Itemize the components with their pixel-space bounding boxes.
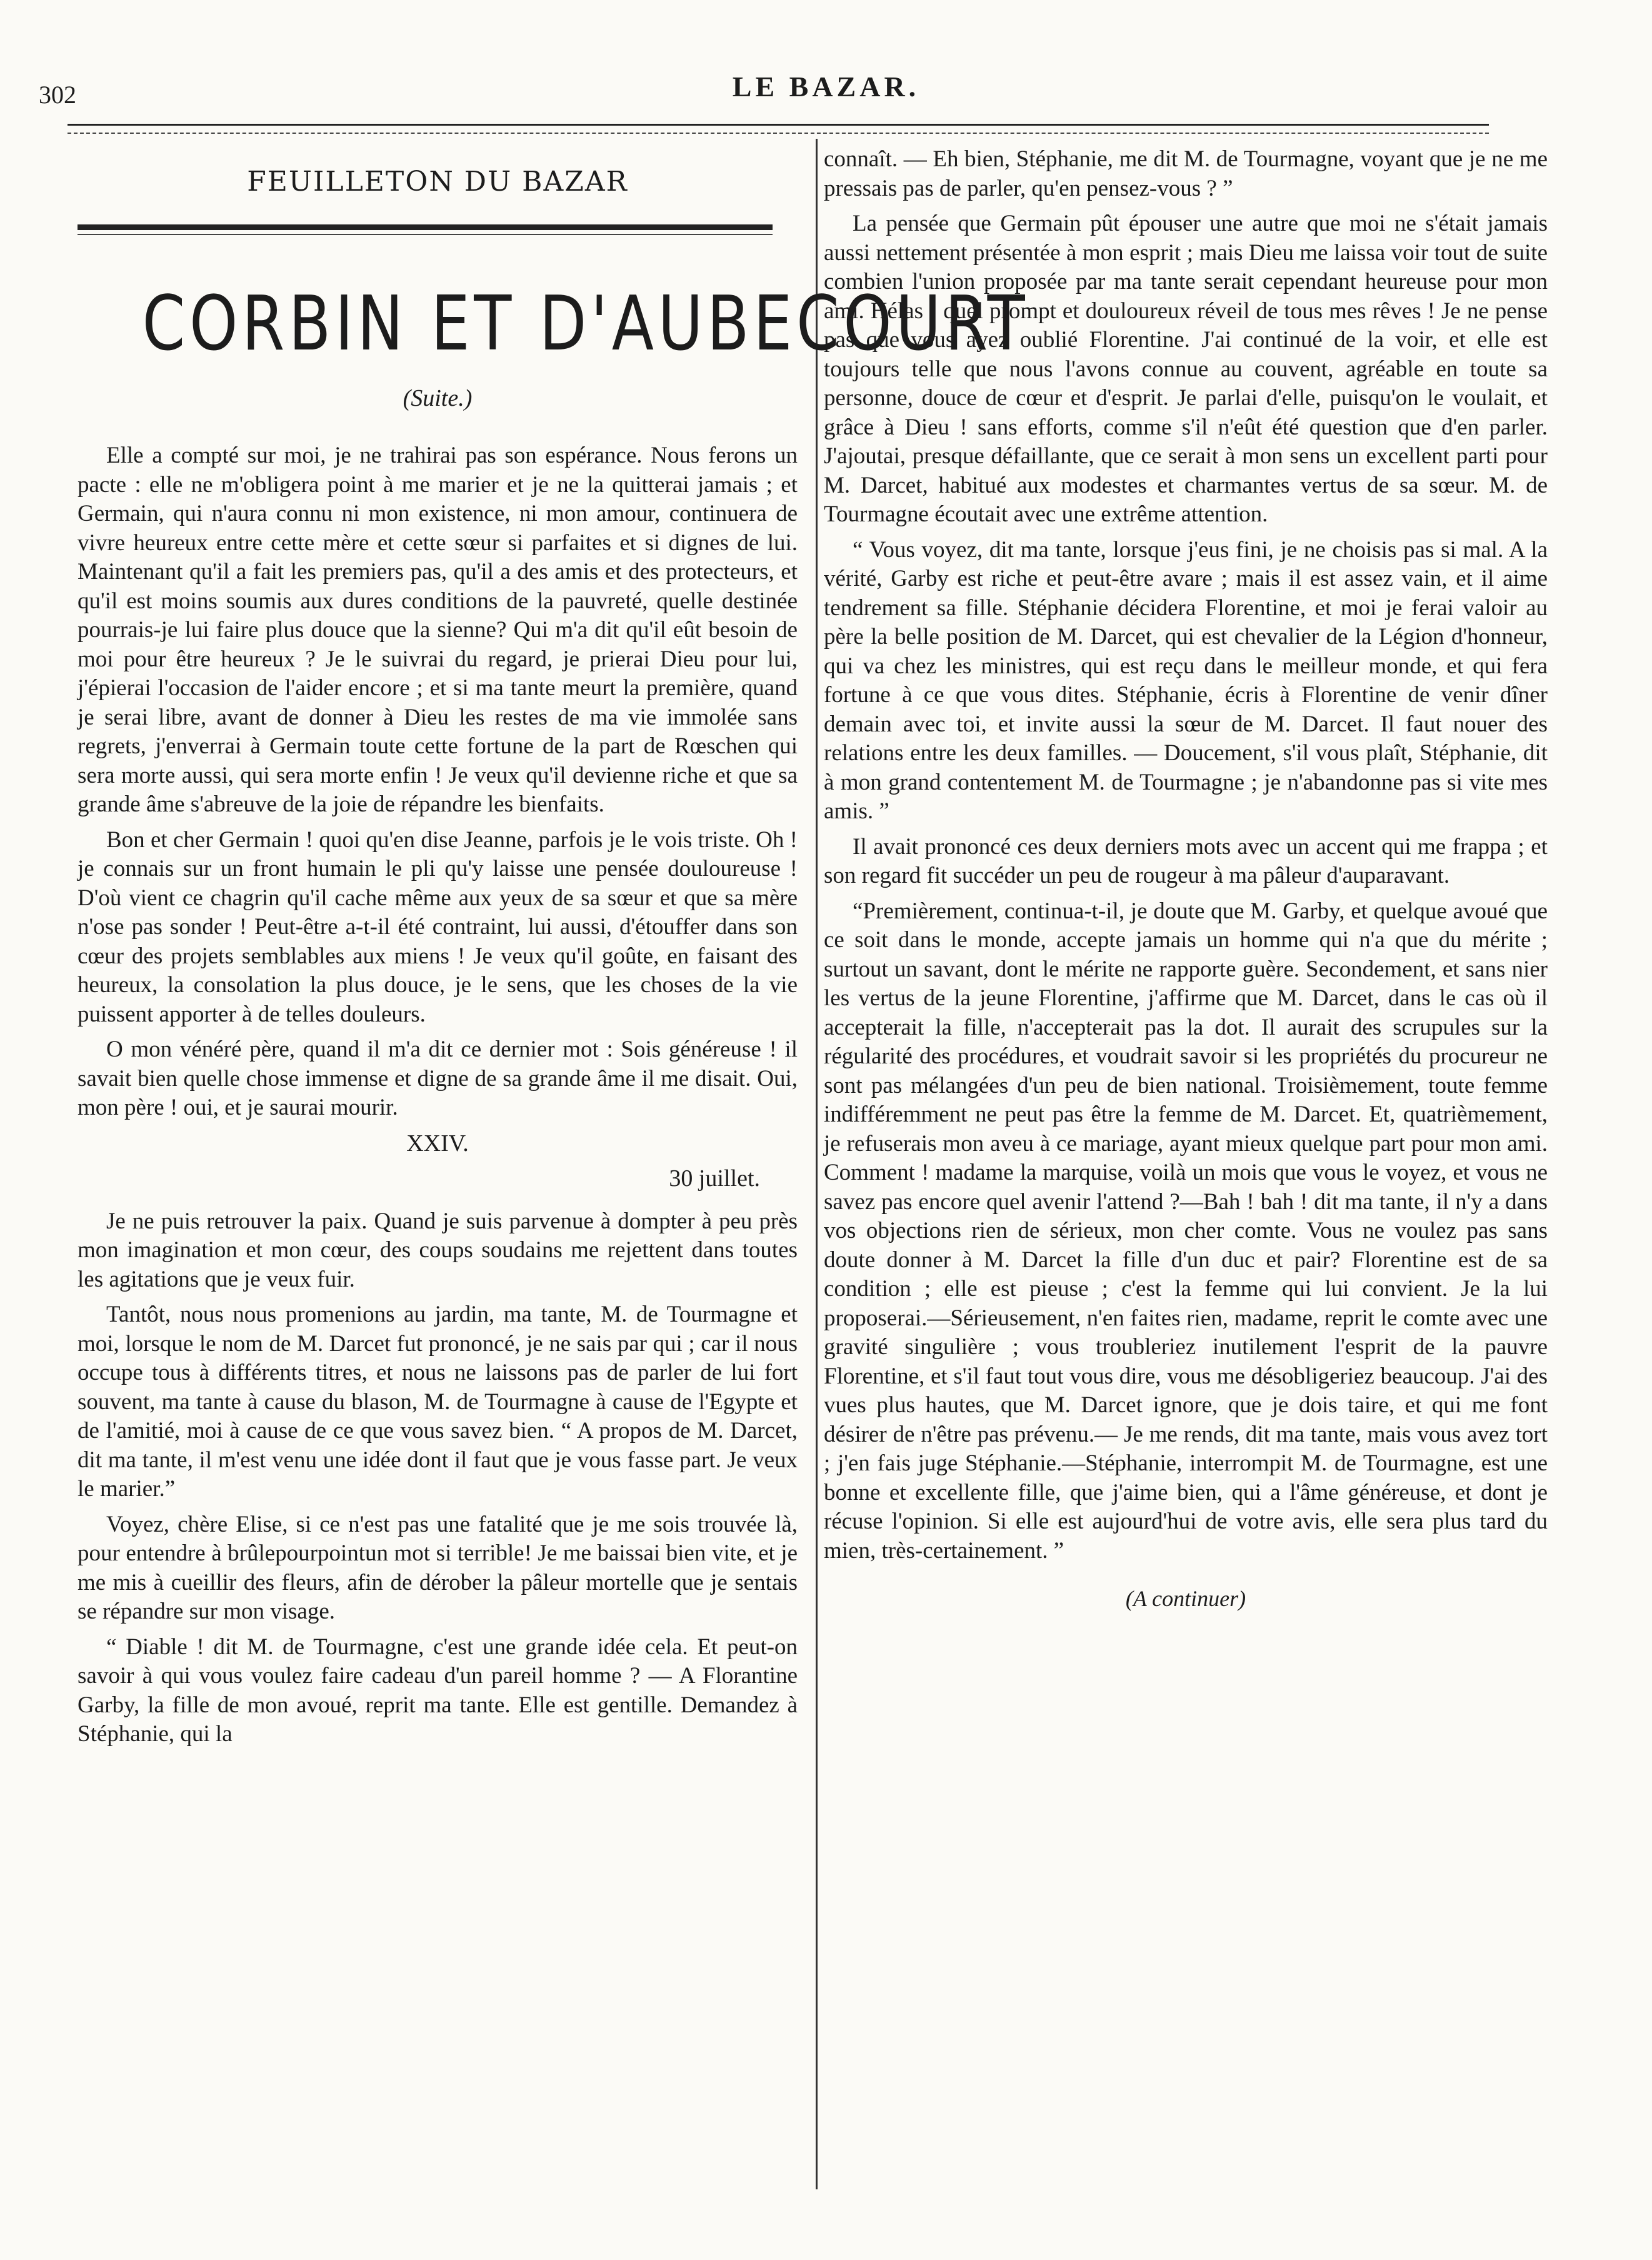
to-be-continued: (A continuer): [1125, 1586, 1246, 1611]
paragraph: Je ne puis retrouver la paix. Quand je suis parvenue à dompter à peu près mon imagination et mon cœur, des coups soudains me rejettent dans toutes les agitations que je veux fuir.: [78, 1208, 798, 1292]
paragraph: Bon et cher Germain ! quoi qu'en dise Jeanne, parfois je le vois triste. Oh ! je connais sur un front humain le pli qu'y laisse une pensée douloureuse ! D'où vient ce chagrin qu'il cache même aux yeux de sa sœur et que sa mère n'ose pas sonder ! Peut-être a-t-il été contraint, lui aussi, d'étouffer dans son cœur des projets semblables aux miens ! Je veux qu'il goûte, en faisant des heureux, la consolation la plus douce, je le sens, que les choses de la vie puissent apporter à de telles douleurs.: [78, 826, 798, 1027]
header-rule: [68, 124, 1489, 126]
paragraph: Il avait prononcé ces deux derniers mots avec un accent qui me frappa ; et son regard fit succéder un peu de rougeur à ma pâleur d'auparavant.: [824, 833, 1548, 888]
paragraph: connaît. — Eh bien, Stéphanie, me dit M. de Tourmagne, voyant que je ne me pressais pas de parler, qu'en pensez-vous ? ”: [824, 146, 1548, 201]
paragraph: “ Vous voyez, dit ma tante, lorsque j'eus fini, je ne choisis pas si mal. A la vérité, Garby est riche et peut-être avare ; mais il est assez vain, et il aime tendrement sa fille. Stéphanie décidera Florentine, et moi je ferai valoir au père la belle position de M. Darcet, qui est chevalier de la Légion d'honneur, qui va chez les ministres, qui est reçu dans le meilleur monde, et qui fera fortune à ce que vous dites. Stéphanie, écris à Florentine de venir dîner demain avec toi, et invite aussi la sœur de M. Darcet. Il faut nouer des relations entre les deux familles. — Doucement, s'il vous plaît, Stéphanie, dit à mon grand contentement M. de Tourmagne ; je n'abandonne pas si vite mes amis. ”: [824, 536, 1548, 824]
right-column: [824, 145, 1548, 1620]
heading-rule: [78, 224, 773, 230]
paragraph: Tantôt, nous nous promenions au jardin, ma tante, M. de Tourmagne et moi, lorsque le nom de M. Darcet fut prononcé, je ne sais par qui ; car il nous occupe tous à différents titres, et nous ne laissons pas de parler de lui fort souvent, ma tante à cause du blason, M. de Tourmagne à cause de l'Egypte et de l'amitié, moi à cause de ce que vous savez bien. “ A propos de M. Darcet, dit ma tante, il m'est venu une idée dont il faut que je vous fasse part. Je veux le marier.”: [78, 1302, 798, 1502]
page-number: 302: [39, 81, 76, 109]
paragraph: “Premièrement, continua-t-il, je doute que M. Garby, et quelque avoué que ce soit dans le monde, accepte jamais un homme qui n'a que du mérite ; surtout un savant, dont le mérite ne rapporte guère. Secondement, et sans nier les vertus de la jeune Florentine, j'affirme que M. Darcet, dans le cas où il accepterait la fille, n'accepterait pas la dot. Il aurait des scrupules sur la régularité des procédures, et voudrait savoir si les propriétés du procureur ne sont pas mélangées d'un peu de bien national. Troisièmement, toute femme indifféremment ne peut pas être la femme de M. Darcet. Et, quatrièmement, je refuserais mon aveu à ce mariage, ayant mieux quelque part pour mon ami. Comment ! madame la marquise, voilà un mois que vous le voyez, et vous ne savez pas encore quel avenir l'attend ?—Bah ! bah ! dit ma tante, il n'y a dans vos objections rien de sérieux, mon cher comte. Vous ne voulez pas sans doute donner à M. Darcet la fille d'un duc et pair? Florentine est de sa condition ; elle est pieuse ; c'est la femme qui lui convient. Je la lui proposerai.—Sérieusement, n'en faites rien, madame, reprit le comte avec une gravité singulière ; vous troubleriez inutilement l'esprit de la pauvre Florentine, et s'il faut tout vous dire, vous me désobligeriez beaucoup. J'ai des vues plus hautes, que M. Darcet ignore, que je dois taire, et qui me font désirer de n'être pas prévenu.— Je me rends, dit ma tante, mais vous avez tort ; j'en fais juge Stéphanie.—Stéphanie, interrompit M. de Tourmagne, est une bonne et excellente fille, que j'aime bien, qui a l'âme généreuse, et dont je récuse l'opinion. Si elle est aujourd'hui de votre avis, elle sera plus tard du mien, très-certainement. ”: [824, 898, 1548, 1564]
paragraph: Elle a compté sur moi, je ne trahirai pas son espérance. Nous ferons un pacte : elle ne m'obligera point à me marier et je ne la quitterai jamais ; et Germain, qui n'aura connu ni mon existence, ni mon amour, continuera de vivre heureux entre cette mère et cette sœur si parfaites et si dignes de lui. Maintenant qu'il a fait les premiers pas, qu'il a des amis et des protecteurs, et qu'il est moins soumis aux dures conditions de la pauvreté, quelle destinée pourrais-je lui faire plus douce que la sienne? Qui m'a dit qu'il eût besoin de moi pour être heureux ? Je le suivrai du regard, je prierai Dieu pour lui, j'épierai l'occasion de l'aider encore ; et si ma tante meurt la première, quand je serai libre, avant de donner à Dieu les restes de ma vie immolée sans regrets, j'enverrai à Germain toute cette fortune de la part de Rœschen qui sera morte aussi, qui sera morte enfin ! Je veux qu'il devienne riche et que sa grande âme s'abreuve de la joie de répandre les bienfaits.: [78, 443, 798, 817]
chapter-heading: XXIV.: [406, 1130, 469, 1157]
header-rule-dashed: [68, 133, 1489, 134]
paragraph: La pensée que Germain pût épouser une autre que moi ne s'était jamais aussi nettement présentée à mon esprit ; mais Dieu me laissa voir tout de suite combien l'union proposée par ma tante serait cependant heureuse pour mon ami. Hélas ! quel prompt et douloureux réveil de tous mes rêves ! Je ne pense pas que vous ayez oublié Florentine. J'ai continué de la voir, et elle est toujours telle que nous l'avons connue au couvent, agréable en toute sa personne, douce de cœur et d'esprit. Je parlai d'elle, puisqu'on le voulait, et grâce à Dieu ! sans efforts, comme s'il n'eût été question que d'en parler. J'ajoutai, presque défaillante, que ce serait à mon sens un excellent parti pour M. Darcet, habitué aux modestes et charmantes vertus de sa sœur. M. de Tourmagne écoutait avec une extrême attention.: [824, 211, 1548, 527]
left-column: [78, 144, 1029, 1755]
heading-rule-thin: [78, 234, 773, 235]
suite-label: (Suite.): [403, 384, 473, 411]
paragraph: O mon vénéré père, quand il m'a dit ce dernier mot : Sois généreuse ! il savait bien quelle chose immense et digne de sa grande âme il me disait. Oui, mon père ! oui, et je saurai mourir.: [78, 1037, 798, 1120]
story-title: CORBIN ET D'AUBECOURT: [142, 280, 1029, 368]
masthead: LE BAZAR.: [732, 71, 920, 103]
column-divider: [816, 139, 818, 2189]
entry-date: 30 juillet.: [669, 1165, 760, 1192]
paragraph: “ Diable ! dit M. de Tourmagne, c'est une grande idée cela. Et peut-on savoir à qui vous voulez faire cadeau d'un pareil homme ? — A Florantine Garby, la fille de mon avoué, reprit ma tante. Elle est gentille. Demandez à Stéphanie, qui la: [78, 1634, 798, 1747]
paragraph: Voyez, chère Elise, si ce n'est pas une fatalité que je me sois trouvée là, pour entendre à brûlepourpointun mot si terrible! Je me baissai bien vite, et je me mis à cueillir des fleurs, afin de dérober la pâleur mortelle que je sentais se répandre sur mon visage.: [78, 1511, 798, 1624]
feuilleton-heading: FEUILLETON DU BAZAR: [247, 166, 628, 198]
